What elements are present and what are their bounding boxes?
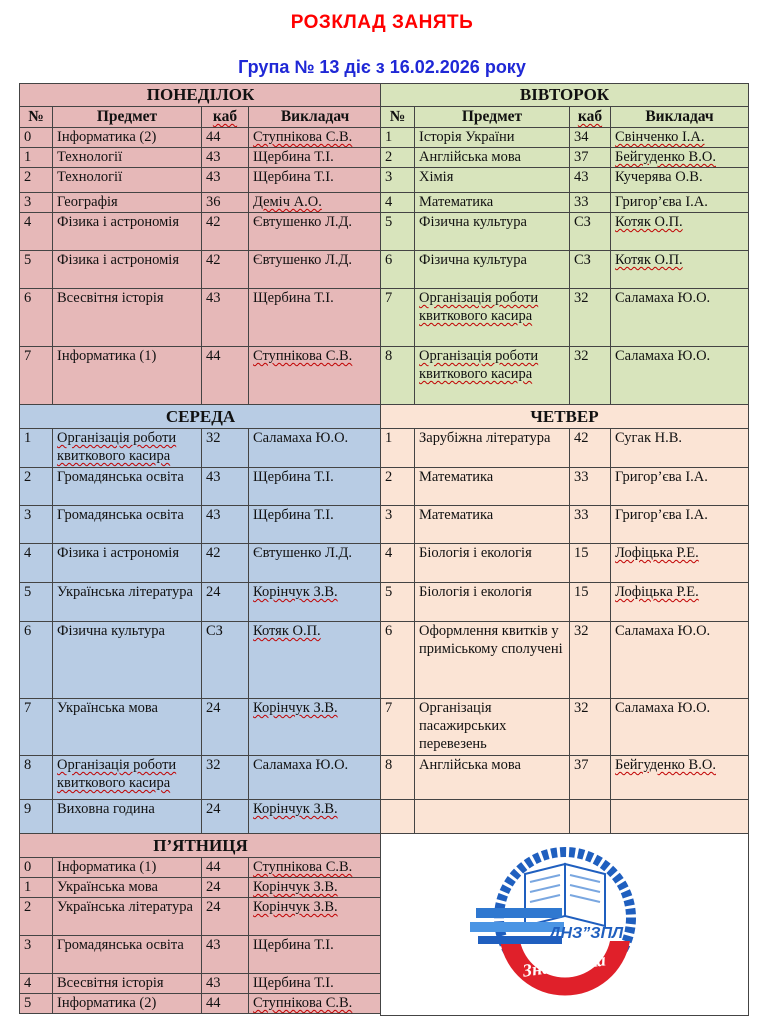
- lesson-teacher: Григор’єва І.А.: [611, 468, 749, 506]
- lesson-num: 3: [20, 936, 53, 974]
- lesson-room: 44: [202, 347, 249, 405]
- lesson-num: 6: [381, 622, 415, 699]
- lesson-room: 42: [202, 213, 249, 251]
- col-num: №: [381, 107, 415, 128]
- page-subtitle: Група № 13 діє з 16.02.2026 року: [238, 57, 526, 77]
- table-row: [20, 699, 382, 756]
- lesson-room: 32: [570, 622, 611, 699]
- col-room: каб: [577, 108, 603, 125]
- lesson-teacher: Григор’єва І.А.: [611, 193, 749, 213]
- lesson-room: СЗ: [202, 622, 249, 699]
- lesson-room: 33: [570, 506, 611, 544]
- lesson-subject: Математика: [415, 193, 570, 213]
- lesson-teacher: Сугак Н.В.: [611, 429, 749, 468]
- col-room: каб: [212, 108, 238, 125]
- lesson-teacher: Корінчук З.В.: [253, 879, 338, 895]
- lesson-num: 4: [381, 544, 415, 583]
- table-row: [20, 128, 382, 148]
- lesson-num: 3: [381, 506, 415, 544]
- lesson-subject: Фізика і астрономія: [53, 544, 202, 583]
- table-row: [20, 468, 382, 506]
- lesson-subject: Фізика і астрономія: [53, 213, 202, 251]
- lesson-subject: Всесвітня історія: [53, 974, 202, 994]
- table-row: [20, 429, 382, 468]
- lesson-subject: Інформатика (1): [53, 347, 202, 405]
- lesson-room: 32: [202, 756, 249, 800]
- lesson-teacher: Саламаха Ю.О.: [611, 622, 749, 699]
- lesson-subject: Англійська мова: [415, 756, 570, 800]
- table-row: [381, 347, 749, 405]
- lesson-num: 2: [20, 168, 53, 193]
- table-row: [381, 193, 749, 213]
- lesson-room: 42: [202, 544, 249, 583]
- lesson-room: 42: [202, 251, 249, 289]
- lesson-room: СЗ: [570, 213, 611, 251]
- table-row: [20, 756, 382, 800]
- table-row: [381, 756, 749, 800]
- lesson-subject: Математика: [415, 468, 570, 506]
- table-row: [381, 429, 749, 468]
- table-row: [20, 936, 382, 974]
- lesson-teacher: Лофіцька Р.Е.: [615, 584, 699, 600]
- lesson-num: 1: [20, 148, 53, 168]
- lesson-room: 43: [202, 936, 249, 974]
- table-row: [20, 858, 382, 878]
- lesson-room: 44: [202, 994, 249, 1014]
- table-row: [381, 506, 749, 544]
- lesson-subject: Географія: [53, 193, 202, 213]
- schedule-left: [19, 83, 382, 1014]
- lesson-subject: Організація роботи квиткового касира: [419, 290, 539, 324]
- college-logo-icon: [470, 846, 660, 996]
- lesson-num: 2: [381, 468, 415, 506]
- lesson-teacher: Котяк О.П.: [615, 214, 683, 230]
- lesson-num: 1: [20, 878, 53, 898]
- table-row: [20, 544, 382, 583]
- lesson-subject: Фізична культура: [415, 213, 570, 251]
- lesson-num: 2: [20, 898, 53, 936]
- monday-block: [20, 84, 382, 405]
- lesson-subject: Технології: [53, 148, 202, 168]
- wednesday-block: [20, 405, 382, 834]
- lesson-subject: Всесвітня історія: [53, 289, 202, 347]
- lesson-room: 32: [570, 347, 611, 405]
- lesson-num: 6: [20, 289, 53, 347]
- day-title-thursday: ЧЕТВЕР: [381, 405, 749, 429]
- day-title-tuesday: ВІВТОРОК: [381, 84, 749, 107]
- table-row: [20, 994, 382, 1014]
- lesson-room: 24: [202, 699, 249, 756]
- lesson-num: 4: [20, 544, 53, 583]
- table-row: [20, 583, 382, 622]
- lesson-teacher: Євтушенко Л.Д.: [249, 213, 382, 251]
- lesson-subject: Фізична культура: [53, 622, 202, 699]
- lesson-room: 24: [202, 878, 249, 898]
- lesson-subject: Біологія і екологія: [415, 544, 570, 583]
- lesson-teacher: Щербина Т.І.: [249, 506, 382, 544]
- lesson-num: 5: [20, 251, 53, 289]
- lesson-teacher: Бейгуденко В.О.: [615, 757, 716, 773]
- table-row: [20, 622, 382, 699]
- table-row: [381, 148, 749, 168]
- lesson-subject: Інформатика (2): [53, 994, 202, 1014]
- lesson-teacher: Корінчук З.В.: [253, 899, 338, 915]
- lesson-num: 7: [20, 699, 53, 756]
- lesson-num: 3: [20, 506, 53, 544]
- lesson-room: 42: [570, 429, 611, 468]
- lesson-num: 8: [381, 756, 415, 800]
- lesson-room: 37: [570, 756, 611, 800]
- lesson-room: 33: [570, 193, 611, 213]
- day-title-friday: П’ЯТНИЦЯ: [20, 834, 382, 858]
- lesson-subject: Організація пасажирських перевезень: [415, 699, 570, 756]
- lesson-teacher: Ступнікова С.В.: [253, 859, 353, 875]
- lesson-room: СЗ: [570, 251, 611, 289]
- lesson-subject: Інформатика (2): [53, 128, 202, 148]
- lesson-teacher: Саламаха Ю.О.: [249, 756, 382, 800]
- lesson-subject: Технології: [53, 168, 202, 193]
- lesson-room: 33: [570, 468, 611, 506]
- logo-text-bottom: Знам’янка: [521, 949, 607, 981]
- table-row: [20, 347, 382, 405]
- lesson-subject: Зарубіжна література: [415, 429, 570, 468]
- lesson-subject: Організація роботи квиткового касира: [57, 757, 177, 791]
- lesson-num: 3: [20, 193, 53, 213]
- lesson-room: 44: [202, 858, 249, 878]
- col-num: №: [20, 107, 53, 128]
- lesson-teacher: Кучерява О.В.: [611, 168, 749, 193]
- lesson-teacher: Корінчук З.В.: [253, 700, 338, 716]
- lesson-teacher: Котяк О.П.: [615, 252, 683, 268]
- lesson-num: 6: [381, 251, 415, 289]
- lesson-room: 43: [202, 974, 249, 994]
- lesson-subject: Історія України: [415, 128, 570, 148]
- lesson-room: 43: [202, 289, 249, 347]
- lesson-teacher: Корінчук З.В.: [253, 584, 338, 600]
- lesson-num: 3: [381, 168, 415, 193]
- lesson-teacher: Щербина Т.І.: [249, 168, 382, 193]
- lesson-teacher: Григор’єва І.А.: [611, 506, 749, 544]
- lesson-subject: Інформатика (1): [53, 858, 202, 878]
- table-row: [381, 251, 749, 289]
- table-row: [381, 168, 749, 193]
- lesson-subject: Українська мова: [53, 699, 202, 756]
- table-row: [381, 128, 749, 148]
- lesson-room: 32: [202, 429, 249, 468]
- lesson-subject: Фізична культура: [415, 251, 570, 289]
- table-row: [20, 974, 382, 994]
- lesson-teacher: Щербина Т.І.: [249, 148, 382, 168]
- table-row: [381, 289, 749, 347]
- thursday-block: [381, 405, 749, 834]
- lesson-num: 0: [20, 128, 53, 148]
- lesson-num: 2: [20, 468, 53, 506]
- table-row: [20, 251, 382, 289]
- lesson-room: 32: [570, 699, 611, 756]
- lesson-teacher: Бейгуденко В.О.: [615, 149, 716, 165]
- page-title: РОЗКЛАД ЗАНЯТЬ: [290, 12, 474, 33]
- lesson-subject: Оформлення квитків у приміському сполучені: [415, 622, 570, 699]
- lesson-teacher: Саламаха Ю.О.: [611, 699, 749, 756]
- table-row: [381, 213, 749, 251]
- table-row: [381, 544, 749, 583]
- lesson-num: 4: [20, 213, 53, 251]
- lesson-num: 4: [381, 193, 415, 213]
- lesson-room: 43: [202, 168, 249, 193]
- lesson-subject: Українська література: [53, 583, 202, 622]
- lesson-teacher: Деміч А.О.: [253, 194, 322, 210]
- lesson-room: 15: [570, 583, 611, 622]
- lesson-num: 5: [20, 994, 53, 1014]
- lesson-subject: Хімія: [415, 168, 570, 193]
- lesson-room: 37: [570, 148, 611, 168]
- lesson-teacher: Євтушенко Л.Д.: [249, 544, 382, 583]
- table-row: [381, 622, 749, 699]
- lesson-room: 34: [570, 128, 611, 148]
- table-row-empty: [381, 800, 749, 834]
- lesson-num: 7: [381, 699, 415, 756]
- lesson-room: 24: [202, 800, 249, 834]
- table-row: [20, 878, 382, 898]
- lesson-subject: Українська мова: [53, 878, 202, 898]
- lesson-subject: Українська література: [53, 898, 202, 936]
- lesson-teacher: Ступнікова С.В.: [253, 129, 353, 145]
- table-row: [20, 148, 382, 168]
- lesson-room: 36: [202, 193, 249, 213]
- lesson-num: 5: [381, 583, 415, 622]
- lesson-subject: Біологія і екологія: [415, 583, 570, 622]
- logo-text-top: ДНЗ”ЗПЛ”: [548, 925, 632, 942]
- lesson-room: 43: [202, 506, 249, 544]
- lesson-subject: Громадянська освіта: [53, 936, 202, 974]
- lesson-room: 44: [202, 128, 249, 148]
- lesson-teacher: Саламаха Ю.О.: [611, 289, 749, 347]
- lesson-num: 1: [20, 429, 53, 468]
- lesson-num: 1: [381, 128, 415, 148]
- lesson-num: 6: [20, 622, 53, 699]
- lesson-teacher: Лофіцька Р.Е.: [615, 545, 699, 561]
- lesson-subject: Громадянська освіта: [53, 506, 202, 544]
- lesson-subject: Організація роботи квиткового касира: [419, 348, 539, 382]
- lesson-room: 32: [570, 289, 611, 347]
- lesson-num: 9: [20, 800, 53, 834]
- lesson-teacher: Саламаха Ю.О.: [611, 347, 749, 405]
- lesson-teacher: Щербина Т.І.: [249, 289, 382, 347]
- lesson-num: 2: [381, 148, 415, 168]
- lesson-subject: Англійська мова: [415, 148, 570, 168]
- lesson-room: 43: [202, 468, 249, 506]
- lesson-subject: Фізика і астрономія: [53, 251, 202, 289]
- lesson-teacher: Ступнікова С.В.: [253, 348, 353, 364]
- col-teacher: Викладач: [611, 107, 749, 128]
- lesson-num: 1: [381, 429, 415, 468]
- table-row: [20, 168, 382, 193]
- lesson-num: 8: [20, 756, 53, 800]
- lesson-num: 8: [381, 347, 415, 405]
- lesson-teacher: Саламаха Ю.О.: [249, 429, 382, 468]
- table-row: [20, 213, 382, 251]
- lesson-teacher: Євтушенко Л.Д.: [249, 251, 382, 289]
- table-row: [381, 699, 749, 756]
- lesson-teacher: Свінченко І.А.: [615, 129, 705, 145]
- tuesday-block: [381, 84, 749, 405]
- table-row: [20, 506, 382, 544]
- table-row: [20, 193, 382, 213]
- lesson-teacher: Щербина Т.І.: [249, 974, 382, 994]
- lesson-teacher: Котяк О.П.: [253, 623, 321, 639]
- table-row: [381, 583, 749, 622]
- lesson-num: 7: [20, 347, 53, 405]
- lesson-room: 24: [202, 898, 249, 936]
- friday-block: [20, 834, 382, 1014]
- lesson-subject: Організація роботи квиткового касира: [57, 430, 177, 464]
- lesson-room: 43: [570, 168, 611, 193]
- lesson-teacher: Ступнікова С.В.: [253, 995, 353, 1011]
- lesson-room: 24: [202, 583, 249, 622]
- lesson-room: 43: [202, 148, 249, 168]
- table-row: [20, 289, 382, 347]
- table-row: [20, 898, 382, 936]
- table-row: [381, 468, 749, 506]
- day-title-monday: ПОНЕДІЛОК: [20, 84, 382, 107]
- lesson-teacher: Щербина Т.І.: [249, 468, 382, 506]
- lesson-subject: Громадянська освіта: [53, 468, 202, 506]
- lesson-num: 5: [381, 213, 415, 251]
- col-subject: Предмет: [53, 107, 202, 128]
- col-subject: Предмет: [415, 107, 570, 128]
- lesson-room: 15: [570, 544, 611, 583]
- day-title-wednesday: СЕРЕДА: [20, 405, 382, 429]
- table-row: [20, 800, 382, 834]
- lesson-teacher: Щербина Т.І.: [249, 936, 382, 974]
- lesson-num: 5: [20, 583, 53, 622]
- lesson-num: 7: [381, 289, 415, 347]
- lesson-subject: Математика: [415, 506, 570, 544]
- lesson-num: 4: [20, 974, 53, 994]
- col-teacher: Викладач: [249, 107, 382, 128]
- lesson-subject: Виховна година: [53, 800, 202, 834]
- lesson-num: 0: [20, 858, 53, 878]
- lesson-teacher: Корінчук З.В.: [253, 801, 338, 817]
